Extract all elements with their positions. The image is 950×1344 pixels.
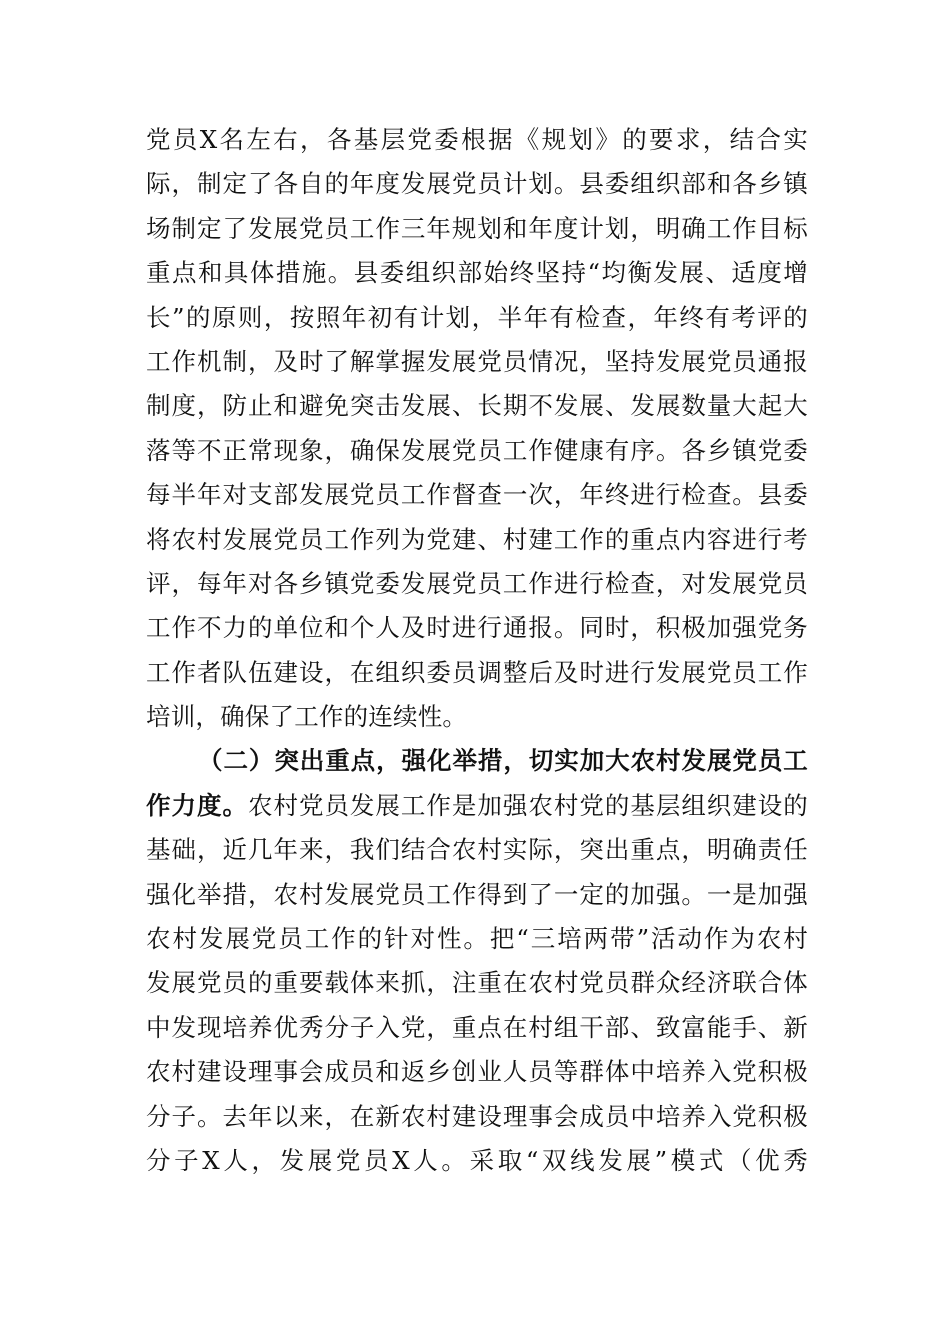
text-line: 长”的原则，按照年初有计划，半年有检查，年终有考评的: [146, 302, 808, 332]
text-line: 落等不正常现象，确保发展党员工作健康有序。各乡镇党委: [146, 435, 808, 465]
text-line: 农村发展党员工作的针对性。把“三培两带”活动作为农村: [146, 924, 808, 954]
text-line: 际，制定了各自的年度发展党员计划。县委组织部和各乡镇: [146, 169, 808, 199]
text-line: 评，每年对各乡镇党委发展党员工作进行检查，对发展党员: [146, 568, 808, 598]
text-line: 党员X名左右，各基层党委根据《规划》的要求，结合实: [146, 125, 808, 154]
text-line: 农村建设理事会成员和返乡创业人员等群体中培养入党积极: [146, 1057, 808, 1087]
text-line: 重点和具体措施。县委组织部始终坚持“均衡发展、适度增: [146, 258, 808, 288]
text-line: 分子。去年以来，在新农村建设理事会成员中培养入党积极: [146, 1101, 808, 1131]
body-text: [146, 118, 808, 1183]
text-line: 中发现培养优秀分子入党，重点在村组干部、致富能手、新: [146, 1012, 808, 1042]
text-line: 工作机制，及时了解掌握发展党员情况，坚持发展党员通报: [146, 346, 808, 376]
text-line: 制度，防止和避免突击发展、长期不发展、发展数量大起大: [146, 391, 808, 421]
section-heading-end: 作力度。: [146, 790, 248, 820]
section-heading: （二）突出重点，强化举措，切实加大农村发展党员工: [198, 746, 808, 776]
text-line: 培训，确保了工作的连续性。: [146, 702, 468, 732]
text-line: 强化举措，农村发展党员工作得到了一定的加强。一是加强: [146, 879, 808, 909]
text-line: [146, 784, 808, 828]
text-line: 发展党员的重要载体来抓，注重在农村党员群众经济联合体: [146, 968, 808, 998]
text-line: 工作者队伍建设，在组织委员调整后及时进行发展党员工作: [146, 657, 808, 687]
section-text: 农村党员发展工作是加强农村党的基层组织建设的: [247, 790, 808, 820]
text-line: 场制定了发展党员工作三年规划和年度计划，明确工作目标: [146, 213, 808, 243]
text-line: 将农村发展党员工作列为党建、村建工作的重点内容进行考: [146, 524, 808, 554]
text-line: 每半年对支部发展党员工作督查一次，年终进行检查。县委: [146, 480, 808, 510]
text-line: 分子X人，发展党员X人。采取“双线发展”模式（优秀: [146, 1145, 808, 1175]
text-line: 工作不力的单位和个人及时进行通报。同时，积极加强党务: [146, 613, 808, 643]
text-line: 基础，近几年来，我们结合农村实际，突出重点，明确责任: [146, 835, 808, 865]
